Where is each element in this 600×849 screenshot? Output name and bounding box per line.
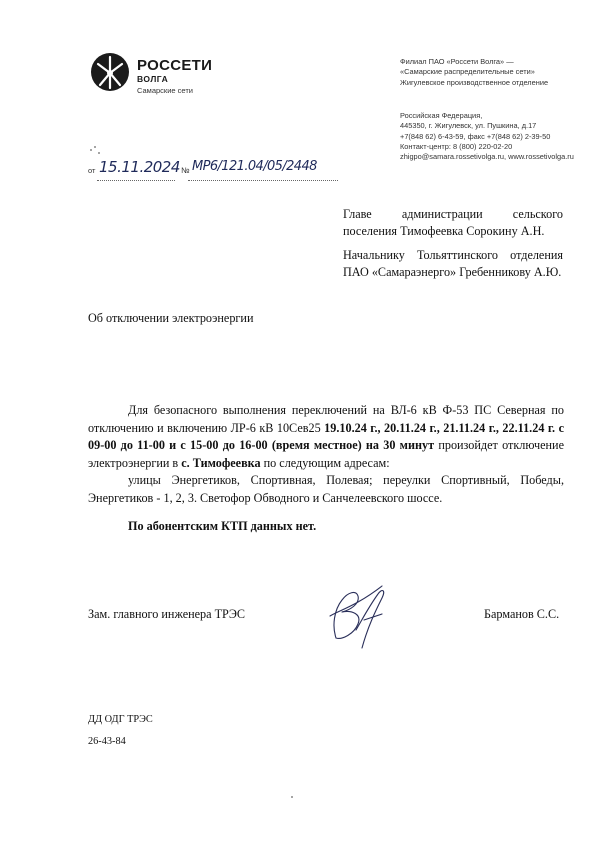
sender-org-line: Филиал ПАО «Россети Волга» — <box>400 57 514 66</box>
body-paragraph-main <box>88 402 564 472</box>
sender-address-line: zhigpo@samara.rossetivolga.ru, www.rossetivolga.ru <box>400 152 574 162</box>
reference-line <box>88 158 348 184</box>
sender-address <box>400 111 574 162</box>
sender-address-line: Контакт-центр: 8 (800) 220-02-20 <box>400 141 513 151</box>
recipient-first: Главе администрации сельского поселения Тимофеевка Сорокину А.Н. <box>343 207 563 238</box>
signatory-role: Зам. главного инженера ТРЭС <box>88 607 245 621</box>
logo-name: РОССЕТИ <box>137 57 213 74</box>
sender-org-line: Жигулевское производственное отделение <box>400 77 549 87</box>
date-underline <box>97 180 175 181</box>
rosseti-logo-icon <box>90 52 130 92</box>
body-paragraph-note <box>88 518 564 536</box>
executor-phone: 26-43-84 <box>88 736 126 747</box>
sender-address-line: +7(848 62) 6-43-59, факс +7(848 62) 2-39-50 <box>400 131 551 141</box>
reference-date-label: от <box>88 166 96 175</box>
scan-speck <box>94 146 96 148</box>
body-paragraph-addresses: улицы Энергетиков, Спортивная, Полевая; переулки Спортивный, Победы, Энергетиков - 1, 2, 3. Светофор Обводного и Санчелеевского шоссе. <box>88 473 564 505</box>
signatory-name: Барманов С.С. <box>484 607 560 621</box>
number-underline <box>188 180 338 181</box>
body-text: Для безопасного выполнения переключений на ВЛ-6 кВ Ф-53 ПС Северная по отключению и включению ЛР-6 кВ 10Сев25 <box>88 403 564 435</box>
body-text: по следующим адресам: <box>260 455 390 470</box>
outage-dates: 19.10.24 г., 20.11.24 г., 21.11.24 г., 22.11.24 г. с 09-00 до 11-00 и с 15-00 до 16-00 (время местное) на 30 минут <box>88 420 564 453</box>
letter-subject: Об отключении электроэнергии <box>88 311 254 325</box>
letter-body <box>88 402 564 535</box>
scan-speck <box>90 149 92 151</box>
sender-org-line: «Самарские распределительные сети» <box>400 67 535 77</box>
sender-organization <box>400 57 548 88</box>
logo-region: ВОЛГА <box>137 74 169 84</box>
handwritten-signature-icon <box>312 576 392 656</box>
scan-speck <box>291 796 293 798</box>
reference-number: МР6/121.04/05/2448 <box>192 159 317 174</box>
scan-speck <box>98 152 100 154</box>
sender-address-line: 445350, г. Жигулевск, ул. Пушкина, д.17 <box>400 121 537 131</box>
reference-date: 15.11.2024 <box>99 158 180 176</box>
sender-address-line: Российская Федерация, <box>400 111 483 120</box>
executor-department: ДД ОДГ ТРЭС <box>88 714 153 725</box>
body-text: произойдет отключение электроэнергии в <box>88 438 564 470</box>
outage-place: с. Тимофеевка <box>181 455 261 470</box>
logo-subtitle: Самарские сети <box>137 86 193 95</box>
reference-number-label: № <box>181 166 190 175</box>
recipient-second: Начальнику Тольяттинского отделения ПАО «Самараэнерго» Гребенникову А.Ю. <box>343 248 563 279</box>
body-note-text: По абонентским КТП данных нет. <box>128 518 317 533</box>
